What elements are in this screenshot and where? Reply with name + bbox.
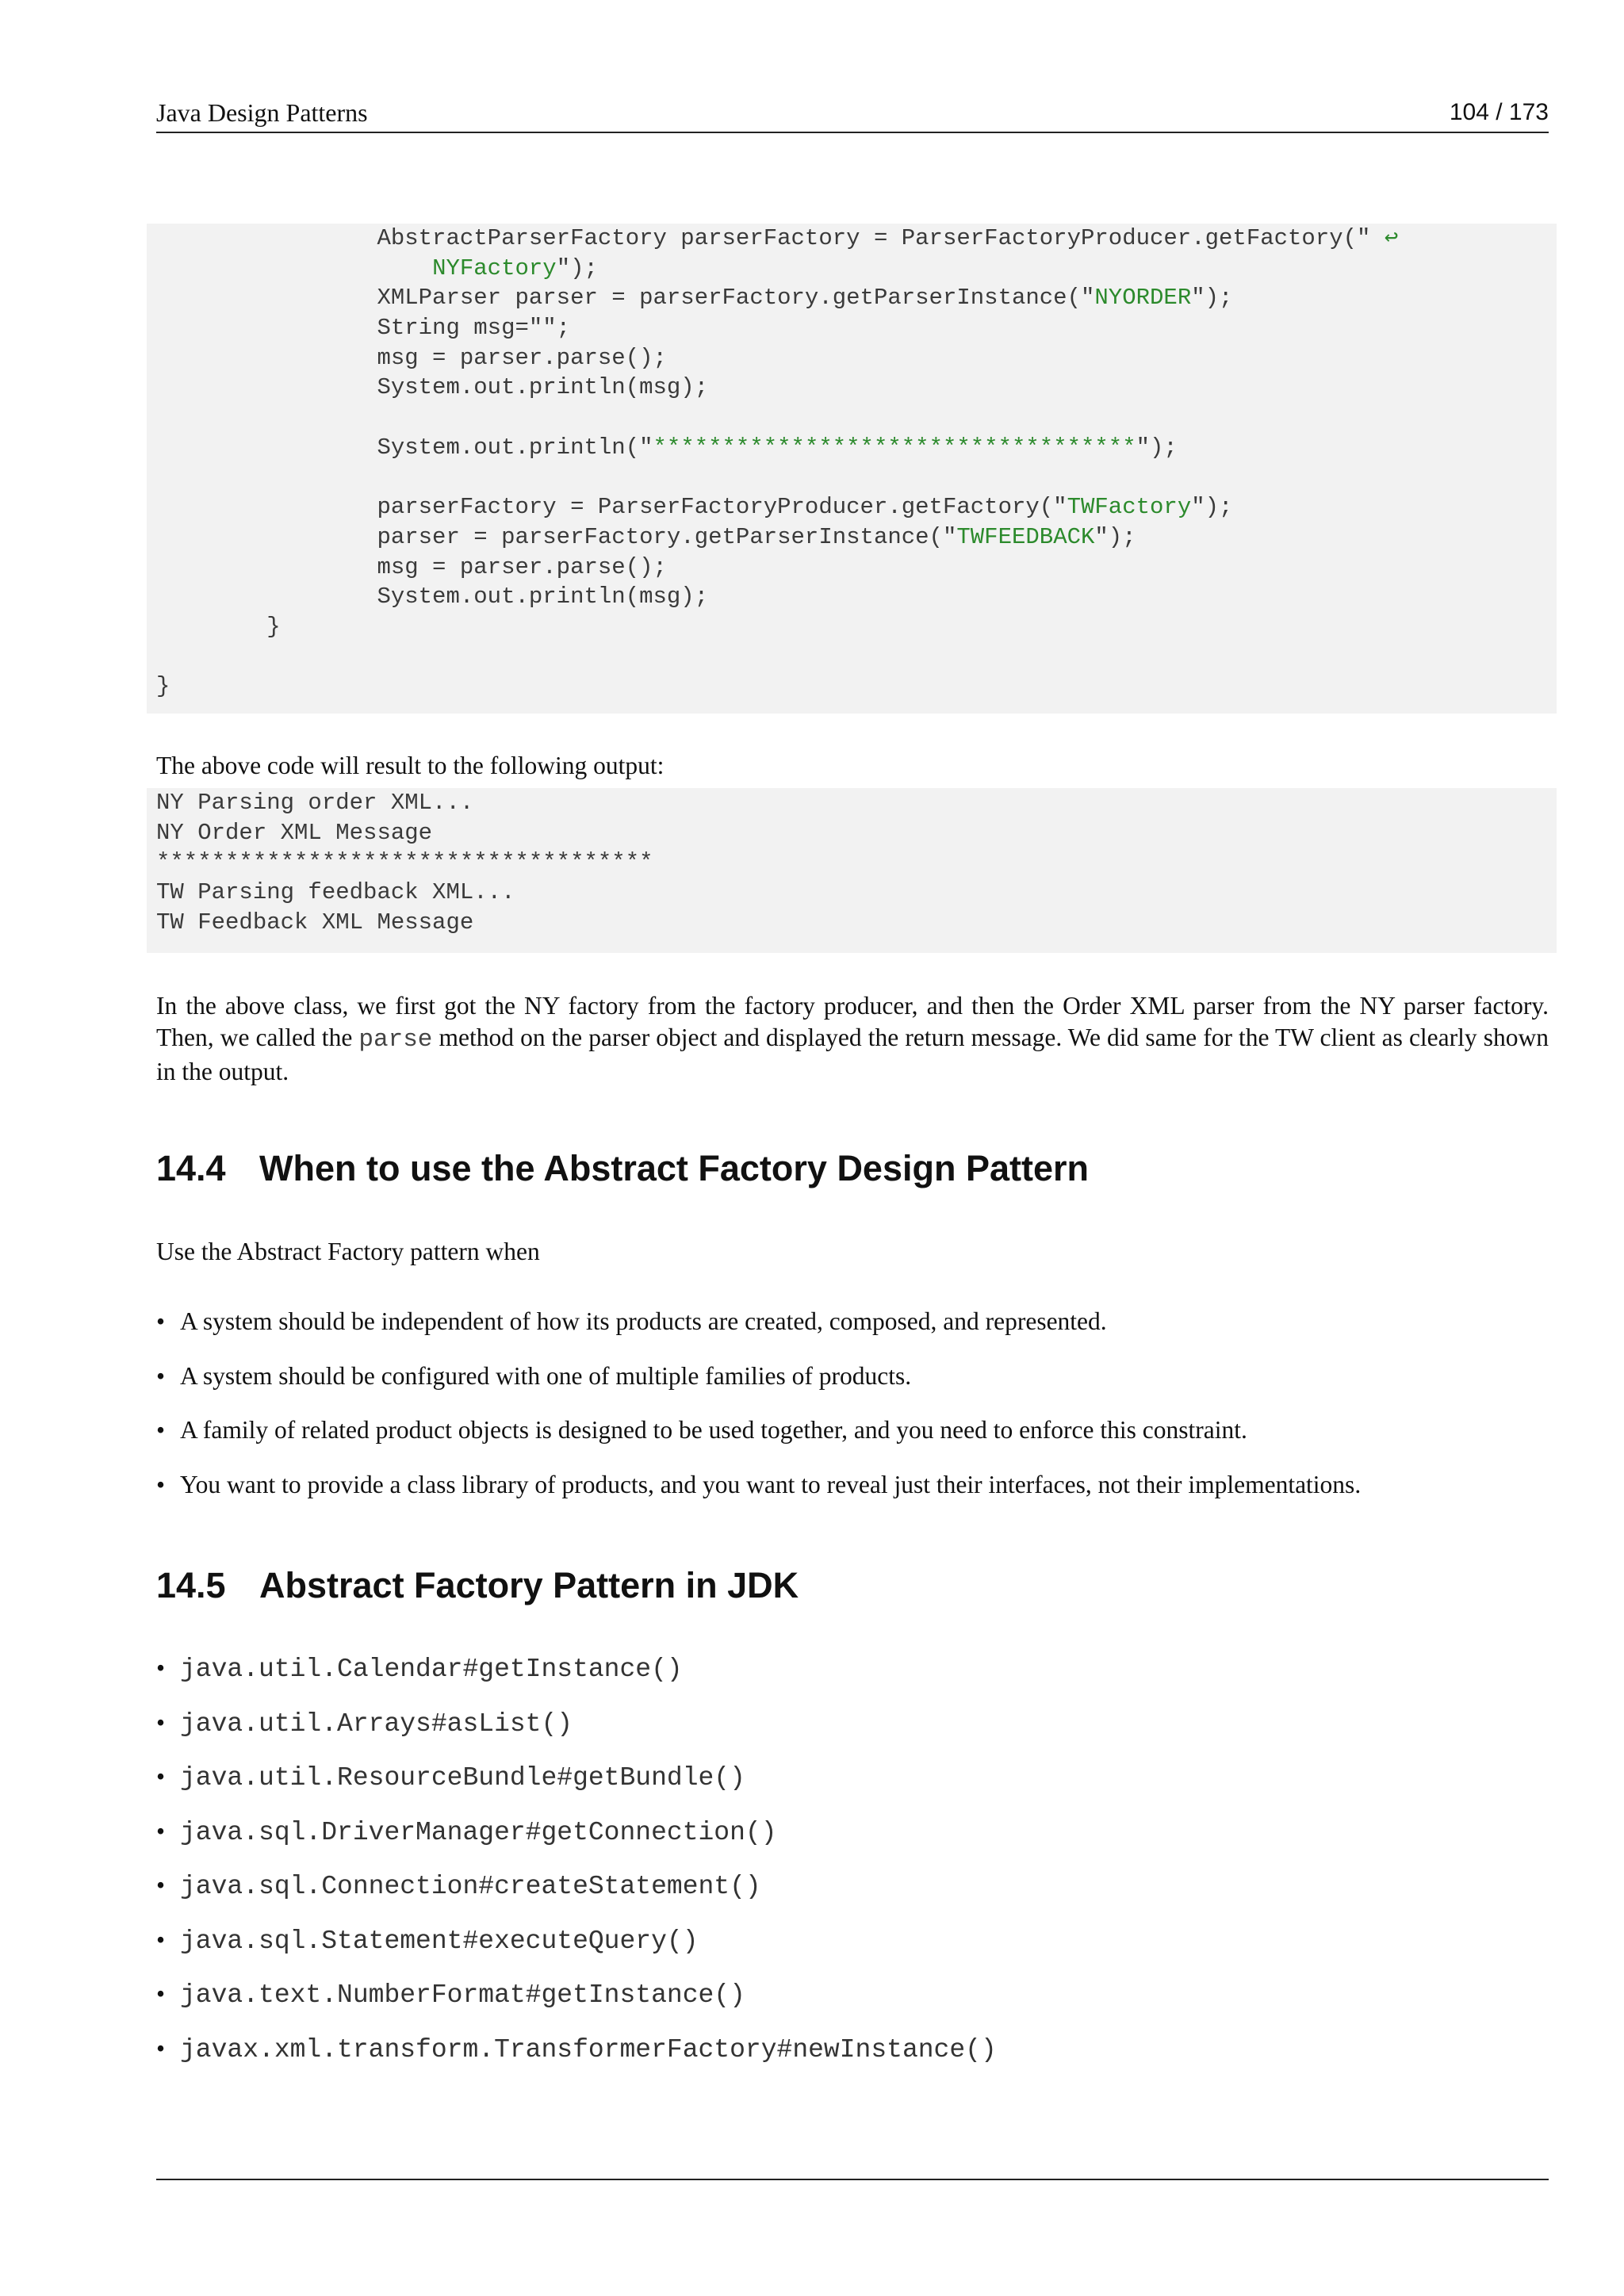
code-line — [156, 492, 1557, 522]
section-heading-14-4 — [156, 1146, 1089, 1191]
list-item-text: java.util.ResourceBundle#getBundle() — [180, 1763, 745, 1793]
jdk-examples-list — [156, 1652, 1549, 2087]
list-item — [156, 2033, 1549, 2064]
section-intro: Use the Abstract Factory pattern when — [156, 1238, 540, 1265]
code-token: XMLParser parser = parserFactory.getParserInstance(" — [156, 285, 1095, 312]
list-item — [156, 1816, 1549, 1847]
section-title: When to use the Abstract Factory Design Pattern — [259, 1148, 1090, 1188]
code-line — [156, 373, 1557, 403]
code-line — [156, 283, 1557, 313]
string-literal: TWFEEDBACK — [956, 523, 1095, 550]
code-line — [156, 463, 1557, 493]
code-line — [156, 343, 1557, 373]
list-item-text: A system should be configured with one of multiple families of products. — [180, 1361, 912, 1390]
list-item-text: You want to provide a class library of products, and you want to reveal just their interfaces, not their implementations. — [180, 1470, 1362, 1498]
code-token: msg = parser.parse(); — [156, 344, 667, 371]
list-item-text: java.util.Arrays#asList() — [180, 1709, 573, 1739]
list-item-text: java.util.Calendar#getInstance() — [180, 1655, 683, 1684]
code-line — [156, 553, 1557, 583]
code-listing — [147, 224, 1557, 714]
code-line — [156, 642, 1557, 672]
list-item — [156, 1761, 1549, 1793]
list-item — [156, 1707, 1549, 1739]
code-token: System.out.println(msg); — [156, 374, 709, 401]
list-item-text: java.sql.DriverManager#getConnection() — [180, 1817, 777, 1847]
list-item — [156, 1360, 1549, 1392]
bullet-icon: • — [156, 1871, 166, 1899]
code-line — [156, 612, 1557, 642]
list-item — [156, 1469, 1549, 1501]
code-line — [156, 313, 1557, 343]
explanation-text-after: method on the parser object and displayed the return message. We did same for the TW client as clearly shown in the output. — [156, 1024, 1549, 1085]
when-to-use-list — [156, 1306, 1549, 1523]
bullet-icon: • — [156, 1307, 166, 1335]
code-token: parserFactory = ParserFactoryProducer.getFactory(" — [156, 494, 1067, 521]
string-literal: TWFactory — [1067, 494, 1192, 521]
code-token: } — [156, 673, 170, 700]
bullet-icon: • — [156, 1925, 166, 1954]
code-line — [156, 254, 1557, 284]
code-token: "); — [1191, 494, 1233, 521]
list-item — [156, 1414, 1549, 1446]
code-token: AbstractParserFactory parserFactory = ParserFactoryProducer.getFactory(" — [156, 225, 1371, 251]
output-line: TW Feedback XML Message — [156, 909, 474, 936]
page-header — [156, 97, 1549, 133]
bullet-icon: • — [156, 1762, 166, 1790]
code-line — [156, 224, 1557, 254]
list-item-text: A system should be independent of how its products are created, composed, and represented. — [180, 1307, 1107, 1335]
output-intro: The above code will result to the following output: — [156, 752, 665, 779]
list-item-text: A family of related product objects is designed to be used together, and you need to enforce this constraint. — [180, 1416, 1247, 1444]
bullet-icon: • — [156, 1980, 166, 2007]
code-token: "); — [1094, 523, 1136, 550]
list-item — [156, 1306, 1549, 1337]
code-line — [156, 403, 1557, 433]
output-line: ************************************ — [156, 849, 653, 876]
code-token: msg = parser.parse(); — [156, 553, 667, 580]
code-line — [156, 433, 1557, 463]
section-number: 14.5 — [156, 1565, 226, 1605]
list-item-text: java.sql.Statement#executeQuery() — [180, 1926, 699, 1956]
list-item — [156, 1869, 1549, 1901]
string-literal: NYORDER — [1094, 285, 1192, 312]
code-token: "); — [1136, 434, 1178, 461]
bullet-icon: • — [156, 1654, 166, 1682]
code-token: "); — [556, 254, 598, 281]
output-line: NY Parsing order XML... — [156, 790, 474, 816]
list-item-text: javax.xml.transform.TransformerFactory#newInstance() — [180, 2034, 997, 2064]
line-wrap-icon: ↩ — [1370, 225, 1399, 251]
list-item — [156, 1652, 1549, 1684]
code-line — [156, 522, 1557, 553]
list-item-text: java.text.NumberFormat#getInstance() — [180, 1980, 745, 2010]
list-item — [156, 1924, 1549, 1956]
bullet-icon: • — [156, 2034, 166, 2062]
bullet-icon: • — [156, 1708, 166, 1736]
section-number: 14.4 — [156, 1148, 226, 1188]
code-token: System.out.println(msg); — [156, 584, 709, 610]
code-token: "); — [1191, 285, 1233, 312]
bullet-icon: • — [156, 1416, 166, 1444]
string-literal: NYFactory — [432, 254, 557, 281]
code-token — [156, 255, 432, 281]
output-line: NY Order XML Message — [156, 819, 433, 846]
bullet-icon: • — [156, 1470, 166, 1498]
program-output — [147, 788, 1557, 953]
section-heading-14-5 — [156, 1563, 799, 1608]
code-line — [156, 672, 1557, 702]
string-literal: *********************************** — [653, 434, 1136, 461]
section-title: Abstract Factory Pattern in JDK — [259, 1565, 799, 1605]
output-line: TW Parsing feedback XML... — [156, 879, 515, 906]
code-token: String msg=""; — [156, 315, 571, 342]
explanation-paragraph — [156, 990, 1549, 1088]
code-token: parser = parserFactory.getParserInstance(" — [156, 523, 957, 550]
running-title: Java Design Patterns — [156, 98, 368, 127]
page-number: 104 / 173 — [1449, 99, 1549, 125]
code-line — [156, 582, 1557, 612]
inline-code-parse: parse — [358, 1026, 433, 1054]
code-token: } — [156, 613, 281, 640]
list-item — [156, 1978, 1549, 2010]
code-token: System.out.println(" — [156, 434, 653, 461]
footer-rule — [156, 2179, 1549, 2180]
bullet-icon: • — [156, 1361, 166, 1390]
bullet-icon: • — [156, 1816, 166, 1845]
explanation-text-before: In the above class, we first got the NY factory from the factory producer, and then the Order XML parser from the NY parser factory. Then, we called the — [156, 992, 1549, 1051]
list-item-text: java.sql.Connection#createStatement() — [180, 1872, 761, 1901]
